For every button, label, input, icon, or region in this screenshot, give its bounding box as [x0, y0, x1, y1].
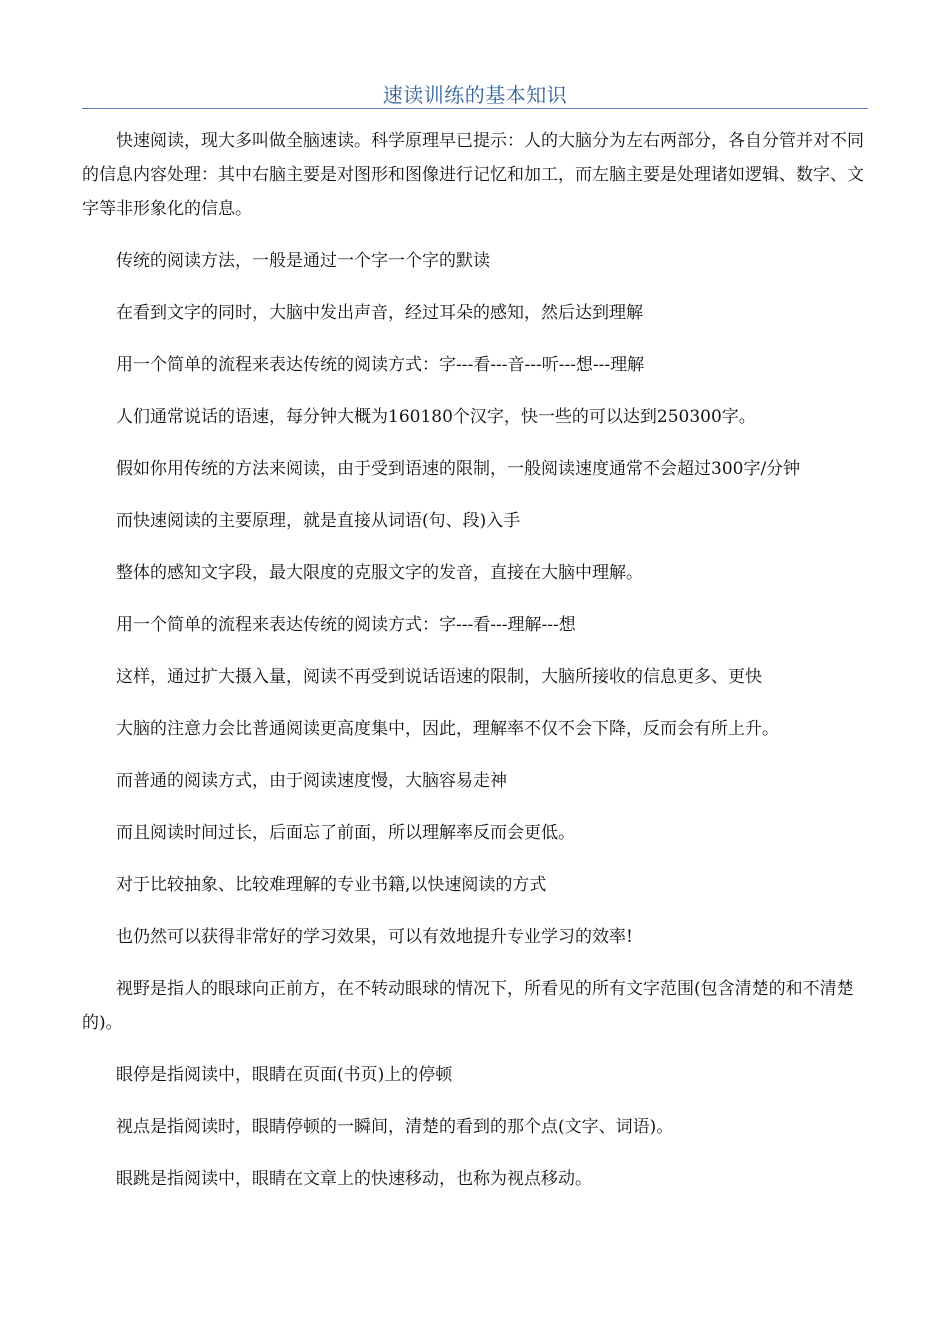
paragraph: 大脑的注意力会比普通阅读更高度集中，因此，理解率不仅不会下降，反而会有所上升。 [116, 719, 779, 739]
paragraph: 视野是指人的眼球向正前方，在不转动眼球的情况下，所看见的所有文字范围(包含清楚的和不清楚的)。 [82, 979, 854, 1033]
paragraph: 在看到文字的同时，大脑中发出声音，经过耳朵的感知，然后达到理解 [116, 303, 643, 323]
document-title: 速读训练的基本知识 [382, 83, 568, 107]
paragraph: 传统的阅读方法，一般是通过一个字一个字的默读 [116, 251, 490, 271]
paragraph: 快速阅读，现大多叫做全脑速读。科学原理早已提示：人的大脑分为左右两部分，各自分管并对不同的信息内容处理：其中右脑主要是对图形和图像进行记忆和加工，而左脑主要是处理诸如逻辑、数字、文字等非形象化的信息。 [82, 131, 864, 219]
paragraph: 用一个简单的流程来表达传统的阅读方式：字---看---音---听---想---理解 [116, 355, 645, 375]
paragraph: 用一个简单的流程来表达传统的阅读方式：字---看---理解---想 [116, 615, 576, 635]
paragraph: 眼停是指阅读中，眼睛在页面(书页)上的停顿 [116, 1065, 453, 1085]
paragraph: 而且阅读时间过长，后面忘了前面，所以理解率反而会更低。 [116, 823, 575, 843]
title-underline [82, 108, 868, 109]
paragraph: 而快速阅读的主要原理，就是直接从词语(句、段)入手 [116, 511, 521, 531]
document-body [82, 124, 868, 1214]
paragraph: 假如你用传统的方法来阅读，由于受到语速的限制，一般阅读速度通常不会超过300字/分钟 [116, 459, 801, 479]
paragraph: 人们通常说话的语速，每分钟大概为160180个汉字，快一些的可以达到250300字。 [116, 407, 756, 427]
paragraph: 视点是指阅读时，眼睛停顿的一瞬间，清楚的看到的那个点(文字、词语)。 [116, 1117, 674, 1137]
paragraph: 眼跳是指阅读中，眼睛在文章上的快速移动，也称为视点移动。 [116, 1169, 592, 1189]
paragraph: 对于比较抽象、比较难理解的专业书籍,以快速阅读的方式 [116, 875, 547, 895]
paragraph: 整体的感知文字段，最大限度的克服文字的发音，直接在大脑中理解。 [116, 563, 643, 583]
paragraph: 也仍然可以获得非常好的学习效果，可以有效地提升专业学习的效率! [116, 927, 633, 947]
paragraph: 这样，通过扩大摄入量，阅读不再受到说话语速的限制，大脑所接收的信息更多、更快 [116, 667, 762, 687]
paragraph: 而普通的阅读方式，由于阅读速度慢，大脑容易走神 [116, 771, 507, 791]
